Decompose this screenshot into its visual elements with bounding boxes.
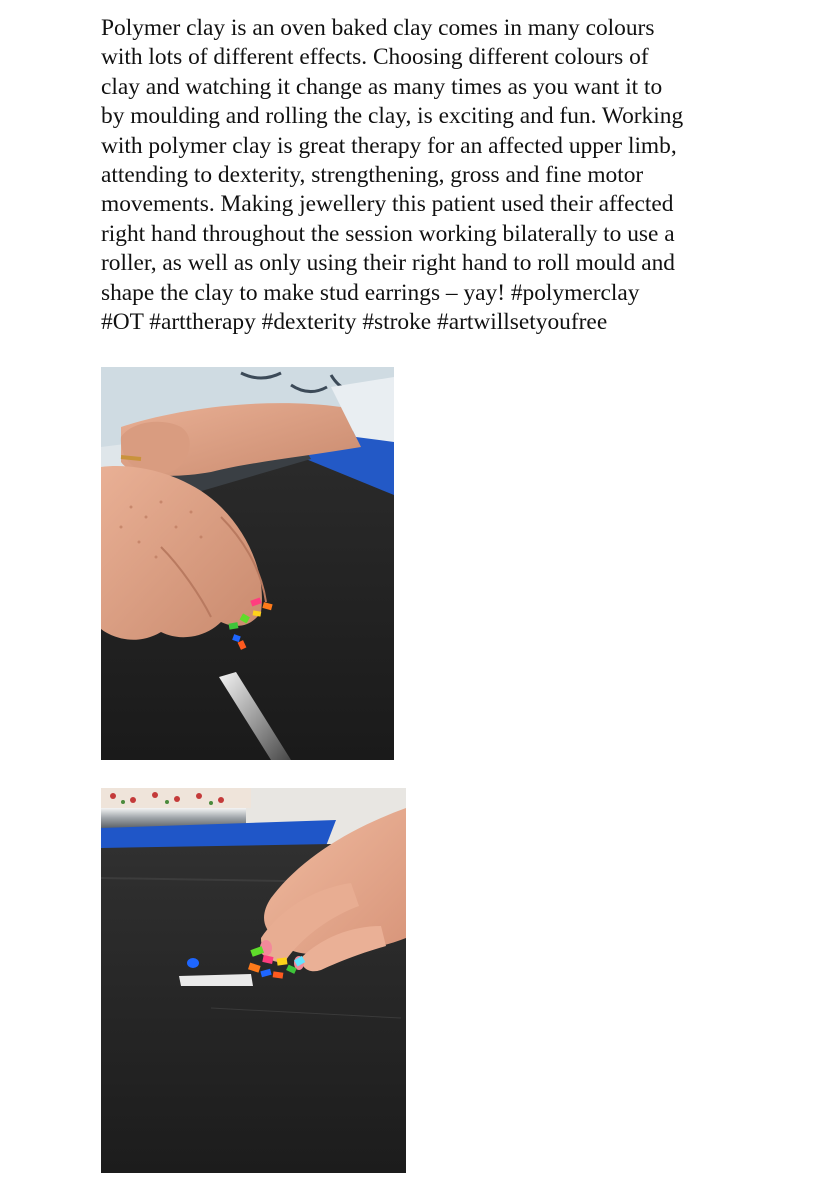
text-line: movements. Making jewellery this patient used their affected (101, 191, 674, 218)
text-line: clay and watching it change as many times as you want it to (101, 73, 663, 100)
text-line: Polymer clay is an oven baked clay comes in many colours (101, 15, 655, 41)
text-line: shape the clay to make stud earrings – yay! #polymerclay (101, 279, 640, 306)
text-line: #OT #arttherapy #dexterity #stroke #artwillsetyoufree (101, 309, 608, 336)
text-line: attending to dexterity, strengthening, gross and fine motor (101, 162, 644, 189)
text-line: with lots of different effects. Choosing different colours of (101, 44, 649, 71)
text-line: by moulding and rolling the clay, is exciting and fun. Working (101, 103, 684, 130)
photo-fingers-pressing-clay (101, 788, 406, 1173)
body-paragraph (101, 14, 741, 337)
text-line: right hand throughout the session working bilaterally to use a (101, 220, 675, 247)
photo-hands-moulding-clay (101, 367, 394, 760)
text-line: with polymer clay is great therapy for an affected upper limb, (101, 132, 677, 159)
text-line: roller, as well as only using their right hand to roll mould and (101, 250, 675, 277)
